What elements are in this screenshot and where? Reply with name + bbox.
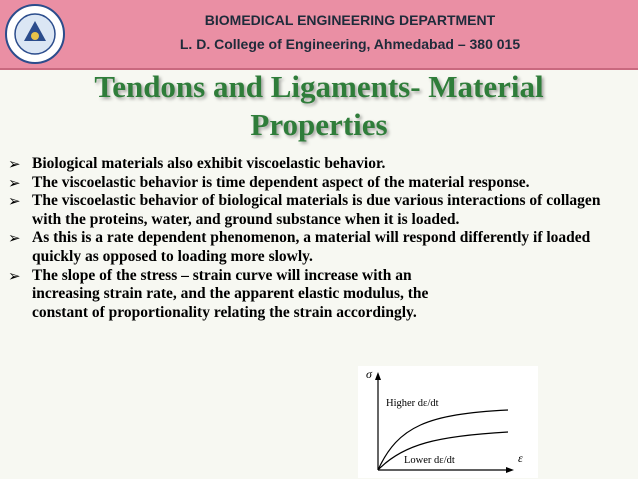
slide-title [20, 68, 618, 144]
lower-rate-label: Lower dε/dt [404, 455, 455, 466]
bullet-list [8, 155, 608, 322]
arrow-bullet-icon: ➢ [8, 155, 21, 173]
college-name: L. D. College of Engineering, Ahmedabad – 380 015 [179, 36, 521, 52]
bullet-item: ➢ Biological materials also exhibit viscoelastic behavior. [8, 155, 386, 173]
department-name: BIOMEDICAL ENGINEERING DEPARTMENT [204, 12, 496, 28]
college-logo [4, 3, 66, 65]
arrow-bullet-icon: ➢ [8, 173, 21, 192]
y-axis-label: σ [366, 367, 372, 381]
x-axis-label: ε [518, 451, 523, 465]
stress-strain-graph [358, 366, 538, 478]
arrow-bullet-icon: ➢ [8, 229, 21, 248]
higher-rate-label: Higher dε/dt [386, 398, 439, 409]
header-banner [0, 0, 638, 70]
bullet-item: ➢ As this is a rate dependent phenomenon, a material will respond differently if loaded quickly as opposed to loading more slowly. [8, 229, 591, 265]
arrow-bullet-icon: ➢ [8, 266, 21, 285]
bullet-item: ➢ The viscoelastic behavior of biological materials is due various interactions of collagen with the proteins, water, and ground substance when it is loaded. [8, 192, 601, 228]
bullet-item: ➢ The slope of the stress – strain curve will increase with an increasing strain rate, and the apparent elastic modulus, the constant of proportionality relating the strain accordingly. [8, 266, 429, 321]
slide-title-line1: Tendons and Ligaments- Material [94, 69, 544, 104]
bullet-item: ➢ The viscoelastic behavior is time dependent aspect of the material response. [8, 173, 530, 192]
arrow-bullet-icon: ➢ [8, 192, 21, 211]
slide-title-line2: Properties [250, 107, 388, 142]
